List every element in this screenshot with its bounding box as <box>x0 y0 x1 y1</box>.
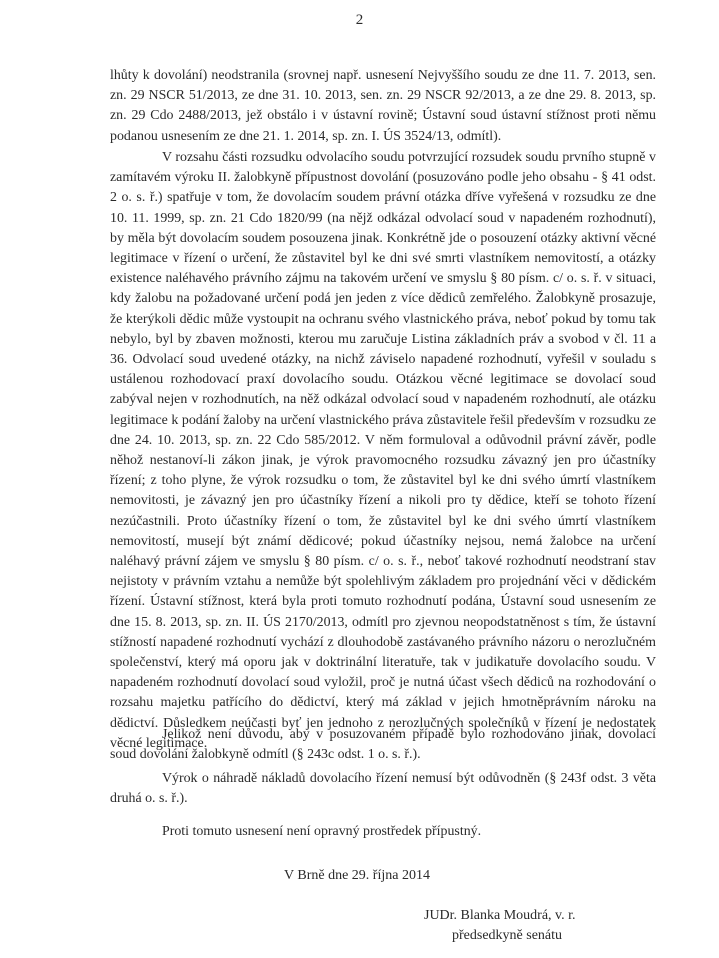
signature-title: předsedkyně senátu <box>452 928 563 943</box>
paragraph-costs: Výrok o náhradě nákladů dovolacího řízení nemusí být odůvodněn (§ 243f odst. 3 věta druhá o. s. ř.). <box>110 771 656 807</box>
paragraph-admissibility: V rozsahu části rozsudku odvolacího soudu potvrzující rozsudek soudu prvního stupně v zamítavém výroku II. žalobkyně přípustnost dovolání (posuzováno podle jeho obsahu - § 41 odst. 2 o. s. ř.) spatřuje v tom, že dovolacím soudem právní otázka dříve vyřešená v rozsudku ze dne 10. 11. 1999, sp. zn. 21 Cdo 1820/99 (na nějž odkázal odvolací soud v napadeném rozhodnutí), by měla být dovolacím soudem posouzena jinak. Konkrétně jde o posouzení otázky aktivní věcné legitimace v řízení o určení, že zůstavitel byl ke dni své smrti vlastníkem nemovitostí, a otázky existence naléhavého právního zájmu na takovém určení ve smyslu § 80 písm. c/ o. s. ř. v situaci, kdy žalobu na požadované určení podá jen jeden z více dědiců zemřelého. Žalobkyně prosazuje, že kterýkoli dědic může vystoupit na ochranu svého vlastnického práva, neboť pokud by tomu tak nebylo, byl by zbaven možnosti, kterou mu zaručuje Listina základních práv a svobod v čl. 11 a 36. Odvolací soud uvedené otázky, na nichž záviselo napadené rozhodnutí, vyřešil v souladu s ustálenou rozhodovací praxí dovolacího soudu. Otázkou věcné legitimace se dovolací soud zabýval nejen v rozhodnutích, na něž odkázal odvolací soud v napadeném rozhodnutí, ale otázku legitimace k podání žaloby na určení vlastnického práva zůstavitele řešil především v rozsudku ze dne 24. 10. 2013, sp. zn. 22 Cdo 585/2012. V něm formuloval a odůvodnil právní závěr, podle něhož nestanoví-li zákon jinak, je výrok pravomocného rozsudku závazný jen pro účastníky řízení; z toho plyne, že výrok rozsudku o tom, že zůstavitel byl ke dni svého úmrtí vlastníkem nemovitosti, je závazný jen pro účastníky řízení a nikoli pro ty dědice, kteří se tohoto řízení nezúčastnili. Proto účastníky řízení o tom, že zůstavitel byl ke dni svého úmrtí vlastníkem nemovitostí, musejí být známí dědicové; pokud účastníky nejsou, nemá žalobce na určení naléhavý právní zájem ve smyslu § 80 písm. c/ o. s. ř., neboť takové rozhodnutí neodstraní stav nejistoty v právním vztahu a nemůže být spolehlivým základem pro projednání věci v dědickém řízení. Ústavní stížnost, která byla proti tomuto rozhodnutí podána, Ústavní soud usnesením ze dne 15. 8. 2013, sp. zn. II. ÚS 2170/2013, odmítl pro zjevnou neopodstatněnost s tím, že ústavní stížností napadené rozhodnutí vychází z dlouhodobě zastávaného právního názoru o nerozlučném společenství, který má oporu jak v doktrinální literatuře, tak v judikatuře dovolacího soudu. V napadeném rozhodnutí dovolací soud vyložil, proč je nutná účast všech dědiců na rozhodování o rozsahu majetku patřícího do dědictví, který má základ v jejich hmotněprávním nároku na dědictví. Důsledkem neúčasti byť jen jednoho z nerozlučných společníků v řízení je nedostatek věcné legitimace. <box>110 150 656 751</box>
page-number: 2 <box>355 12 364 28</box>
paragraph-appeal-notice: Proti tomuto usnesení není opravný prostředek přípustný. <box>162 824 482 839</box>
paragraph-decision: Jelikož není důvodu, aby v posuzovaném případě bylo rozhodováno jinak, dovolací soud dovolání žalobkyně odmítl (§ 243c odst. 1 o. s. ř.). <box>110 727 656 763</box>
paragraph-continuation: lhůty k dovolání) neodstranila (srovnej např. usnesení Nejvyššího soudu ze dne 11. 7. 2013, sen. zn. 29 NSCR 51/2013, ze dne 31. 10. 2013, sen. zn. 29 NSCR 92/2013, a ze dne 29. 8. 2013, sp. zn. 29 Cdo 2488/2013, jež obstálo i v ústavní rovině; Ústavní soud ústavní stížnost proti němu podanou usnesením ze dne 21. 1. 2014, sp. zn. I. ÚS 3524/13, odmítl). <box>110 68 656 144</box>
date-line: V Brně dne 29. října 2014 <box>284 868 430 883</box>
signature-name: JUDr. Blanka Moudrá, v. r. <box>424 908 576 923</box>
